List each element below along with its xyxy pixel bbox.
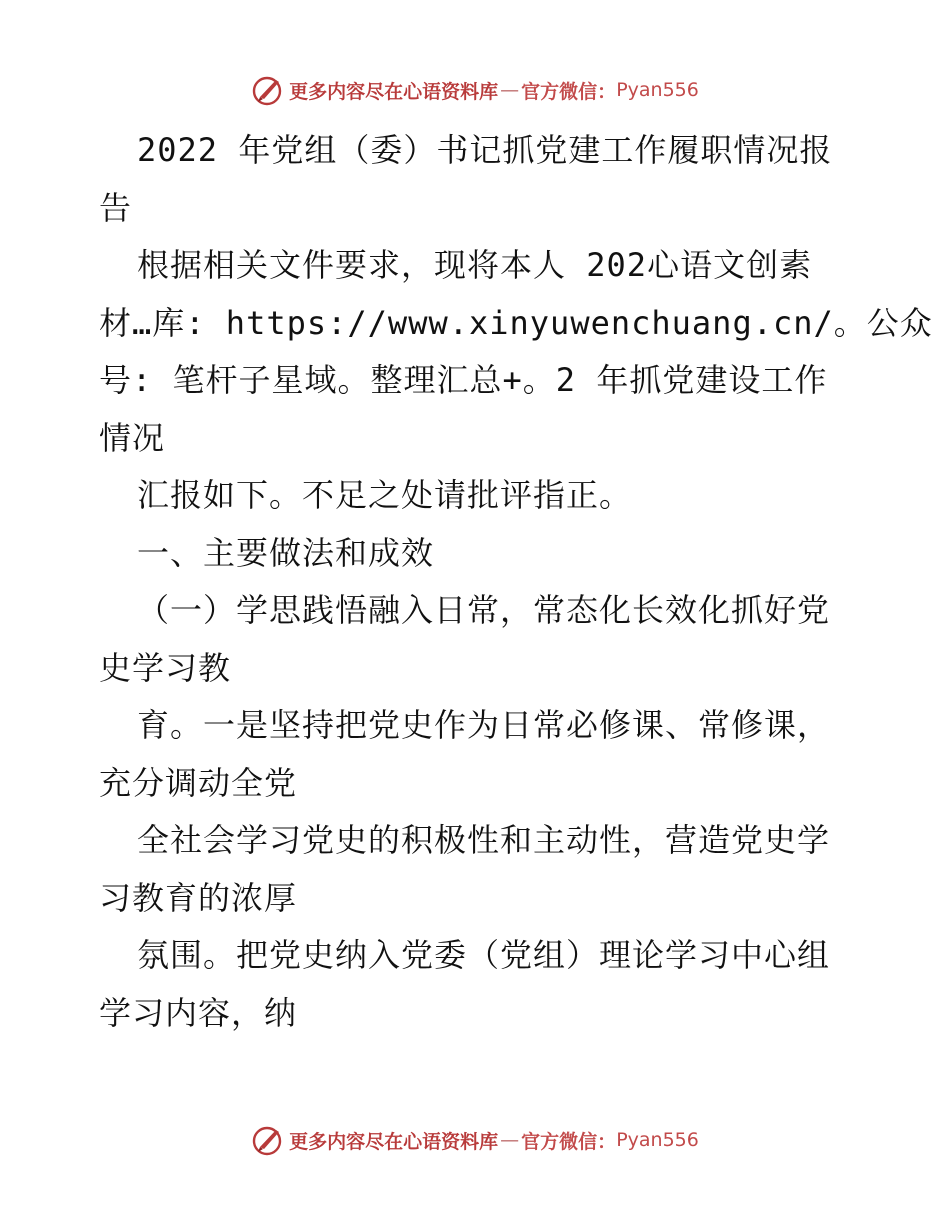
banner-sub-text: 官方微信： bbox=[521, 80, 617, 103]
doc-paragraph-line: 习教育的浓厚 bbox=[99, 878, 298, 917]
doc-title-line-2: 告 bbox=[99, 188, 133, 227]
quill-pen-circle-icon bbox=[251, 73, 285, 107]
doc-paragraph-line: 号: 笔杆子星域。整理汇总+。2 年抓党建设工作 bbox=[99, 361, 828, 399]
doc-section-heading: 一、主要做法和成效 bbox=[137, 533, 435, 572]
doc-title-line-1: 2022 年党组（委）书记抓党建工作履职情况报 bbox=[137, 131, 833, 169]
banner-separator: — bbox=[500, 1129, 520, 1151]
doc-paragraph-line: 材…库: https://www.xinyuwenchuang.cn/。公众 bbox=[99, 303, 933, 342]
header-watermark-banner bbox=[0, 70, 950, 110]
banner-wechat-id: Pyan556 bbox=[616, 79, 699, 101]
doc-subsection-heading: （一）学思践悟融入日常，常态化长效化抓好党 bbox=[137, 591, 831, 629]
banner-sub-text: 官方微信： bbox=[521, 1130, 617, 1153]
banner-wechat-id: Pyan556 bbox=[616, 1129, 699, 1151]
banner-main-text: 更多内容尽在心语资料库 bbox=[289, 1130, 499, 1153]
doc-paragraph-line: 学习内容，纳 bbox=[99, 993, 298, 1032]
doc-paragraph-line: 汇报如下。不足之处请批评指正。 bbox=[137, 476, 633, 514]
footer-watermark-banner bbox=[0, 1120, 950, 1160]
banner-main-text: 更多内容尽在心语资料库 bbox=[289, 80, 499, 103]
doc-paragraph-line: 氛围。把党史纳入党委（党组）理论学习中心组 bbox=[137, 936, 831, 974]
doc-paragraph-line: 充分调动全党 bbox=[99, 763, 298, 802]
doc-paragraph-line: 育。一是坚持把党史作为日常必修课、常修课， bbox=[137, 706, 831, 744]
document-body bbox=[99, 122, 933, 1042]
banner-separator: — bbox=[500, 79, 520, 101]
doc-paragraph-line: 史学习教 bbox=[99, 648, 232, 687]
doc-paragraph-line: 根据相关文件要求，现将本人 202心语文创素 bbox=[137, 246, 813, 284]
quill-pen-circle-icon bbox=[251, 1123, 285, 1157]
doc-paragraph-line: 全社会学习党史的积极性和主动性，营造党史学 bbox=[137, 821, 831, 859]
doc-paragraph-line: 情况 bbox=[99, 418, 166, 457]
